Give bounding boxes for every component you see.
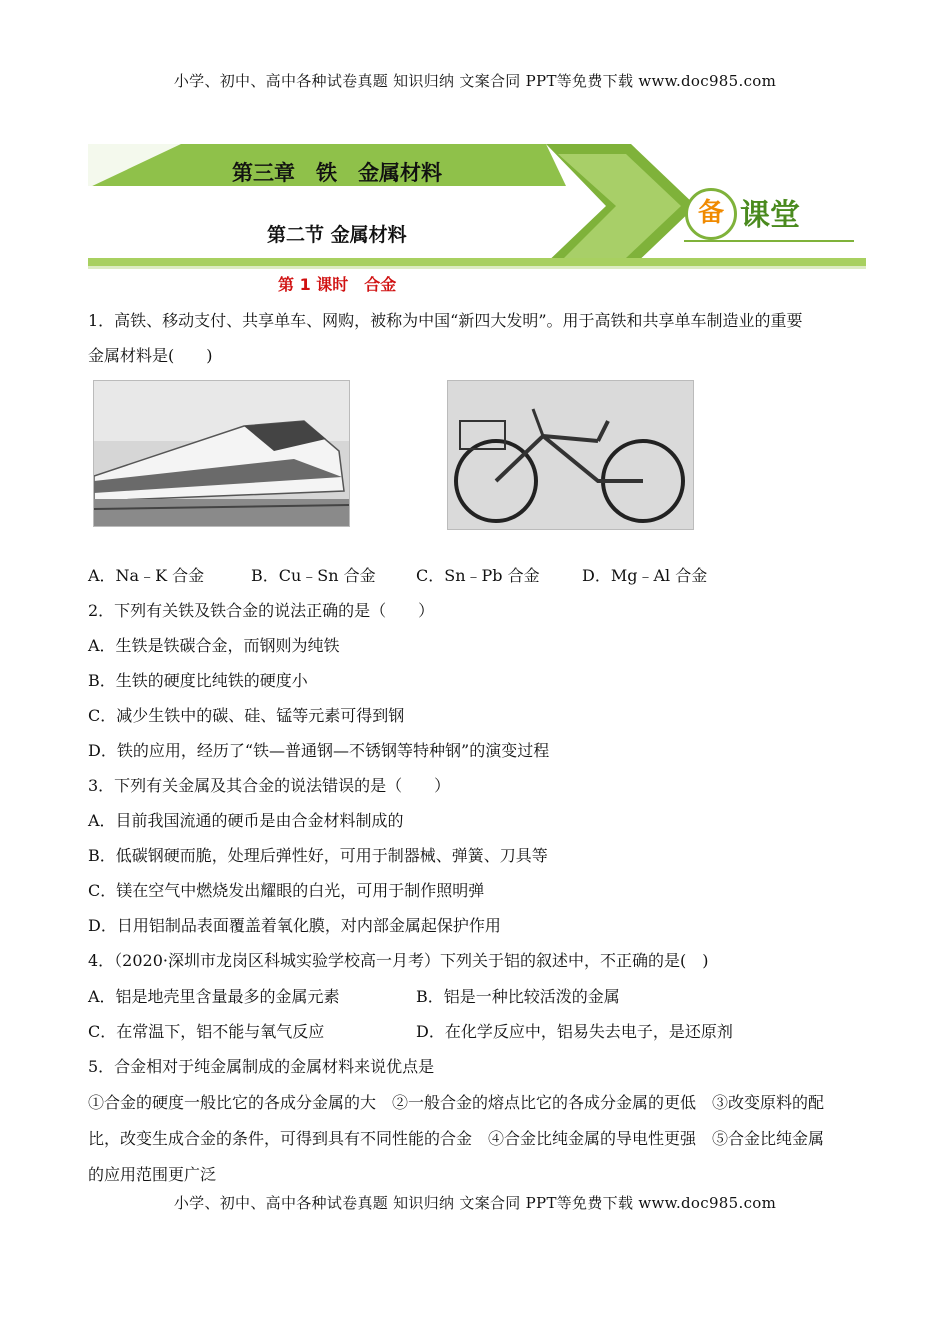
high-speed-train-image xyxy=(93,380,350,527)
q1-options xyxy=(88,565,868,587)
q4-options-row-2 xyxy=(88,1021,868,1043)
q3-option-d: D．日用铝制品表面覆盖着氧化膜，对内部金属起保护作用 xyxy=(88,916,501,935)
q1-stem-line-2: 金属材料是( ) xyxy=(88,346,213,365)
lesson-title: 第 1 课时 合金 xyxy=(278,275,397,294)
q1-option-c: C．Sn﹣Pb 合金 xyxy=(416,566,540,585)
q2-option-b: B．生铁的硬度比纯铁的硬度小 xyxy=(88,671,308,690)
q3-option-a: A．目前我国流通的硬币是由合金材料制成的 xyxy=(88,811,404,830)
section-title: 第二节 金属材料 xyxy=(267,224,407,246)
q4-stem: 4．（2020·深圳市龙岗区科城实验学校高一月考）下列关于铝的叙述中，不正确的是( ) xyxy=(88,951,709,970)
q4-option-b: B．铝是一种比较活泼的金属 xyxy=(416,987,620,1006)
page-header: 小学、初中、高中各种试卷真题 知识归纳 文案合同 PPT等免费下载 www.doc985.com xyxy=(173,72,777,90)
badge-circle: 备 xyxy=(685,188,737,240)
q1-stem-line-1: 1．高铁、移动支付、共享单车、网购，被称为中国“新四大发明”。用于高铁和共享单车制造业的重要 xyxy=(88,311,803,330)
q1-option-a: A．Na﹣K 合金 xyxy=(88,566,205,585)
q1-option-b: B．Cu﹣Sn 合金 xyxy=(251,566,376,585)
q2-option-d: D．铁的应用，经历了“铁—普通钢—不锈钢等特种钢”的演变过程 xyxy=(88,741,550,760)
page-footer: 小学、初中、高中各种试卷真题 知识归纳 文案合同 PPT等免费下载 www.doc985.com xyxy=(173,1194,777,1212)
q5-body-line-2: 比，改变生成合金的条件，可得到具有不同性能的合金 ④合金比纯金属的导电性更强 ⑤合金比纯金属 xyxy=(88,1129,825,1148)
shared-bicycle-image xyxy=(447,380,694,530)
q4-options-row-1 xyxy=(88,986,868,1008)
q3-stem: 3．下列有关金属及其合金的说法错误的是（ ） xyxy=(88,776,451,795)
q5-stem: 5．合金相对于纯金属制成的金属材料来说优点是 xyxy=(88,1057,435,1076)
q5-body-line-1: ①合金的硬度一般比它的各成分金属的大 ②一般合金的熔点比它的各成分金属的更低 ③改变原料的配 xyxy=(88,1093,825,1112)
q5-body-line-3: 的应用范围更广泛 xyxy=(88,1165,217,1184)
q1-option-d: D．Mg﹣Al 合金 xyxy=(582,566,708,585)
badge-text: 课堂 xyxy=(740,198,800,233)
q2-stem: 2．下列有关铁及铁合金的说法正确的是（ ） xyxy=(88,601,435,620)
chapter-title: 第三章 铁 金属材料 xyxy=(232,161,442,185)
q2-option-a: A．生铁是铁碳合金，而钢则为纯铁 xyxy=(88,636,340,655)
q3-option-c: C．镁在空气中燃烧发出耀眼的白光，可用于制作照明弹 xyxy=(88,881,485,900)
q4-option-a: A．铝是地壳里含量最多的金属元素 xyxy=(88,987,340,1006)
q2-option-c: C．减少生铁中的碳、硅、锰等元素可得到钢 xyxy=(88,706,405,725)
q3-option-b: B．低碳钢硬而脆，处理后弹性好，可用于制器械、弹簧、刀具等 xyxy=(88,846,548,865)
q4-option-d: D．在化学反应中，铝易失去电子，是还原剂 xyxy=(416,1022,733,1041)
q4-option-c: C．在常温下，铝不能与氧气反应 xyxy=(88,1022,325,1041)
